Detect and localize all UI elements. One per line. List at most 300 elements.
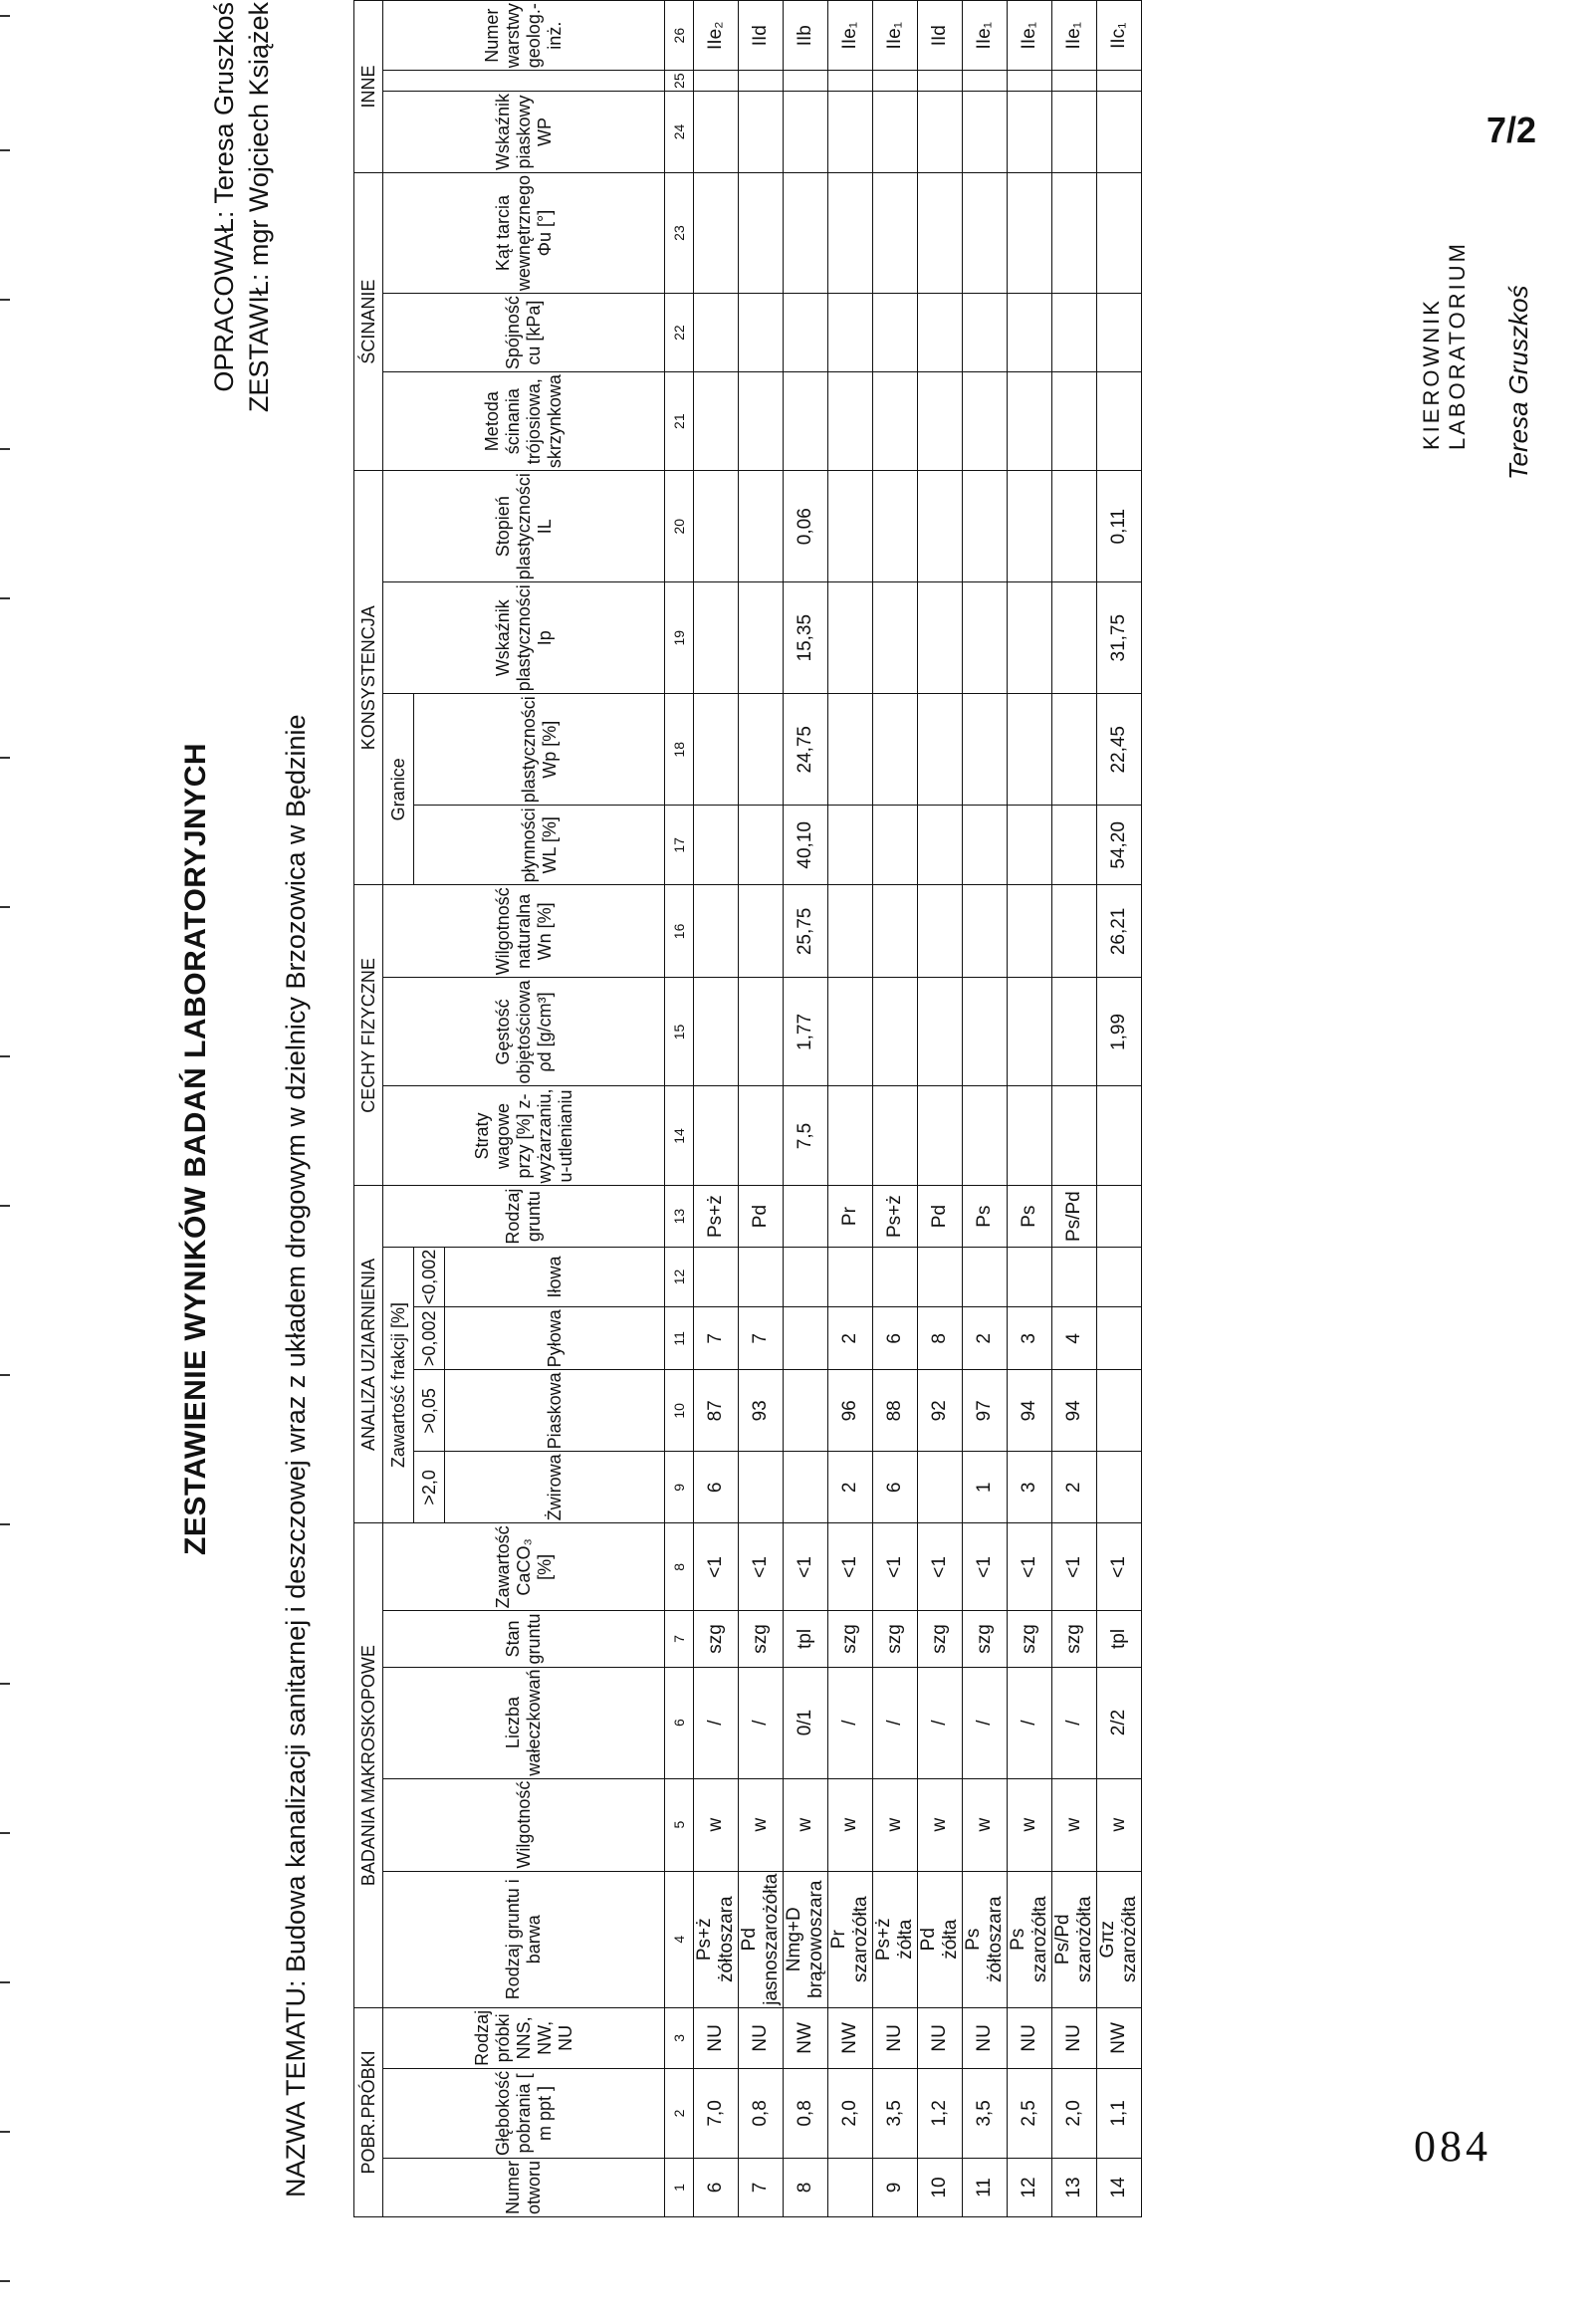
cell-soil-color [963, 1871, 1008, 2007]
cell-ip [873, 582, 918, 694]
cell-soil2 [784, 1186, 828, 1247]
cell-soil-code: Nmg+D [784, 1907, 804, 1972]
cell-hole: 13 [1052, 2158, 1097, 2216]
cell-density [739, 978, 784, 1086]
cell-gravel: 6 [873, 1452, 918, 1523]
table-row [828, 1, 873, 2217]
cell-wp_sand [1008, 92, 1052, 173]
cell-phi [918, 173, 963, 294]
cell-ip [828, 582, 873, 694]
cell-cu [1097, 294, 1142, 372]
cell-loss [739, 1086, 784, 1186]
stamp-role-line2: LABORATORIUM [1445, 241, 1470, 450]
cell-wp [739, 694, 784, 806]
cell-layer: IIe₁ [1008, 1, 1052, 71]
cell-soil2: Ps [1008, 1186, 1052, 1247]
cell-moisture: w [918, 1778, 963, 1871]
cell-hole: 12 [1008, 2158, 1052, 2216]
cell-wp_sand [963, 92, 1008, 173]
cell-state: tpl [1097, 1611, 1142, 1667]
cell-loss [1097, 1086, 1142, 1186]
stamp-role-line1: KIEROWNIK [1419, 298, 1444, 450]
cell-wn [873, 885, 918, 978]
cell-phi [1097, 173, 1142, 294]
cell-rolls: / [873, 1667, 918, 1778]
group-other: INNE [354, 1, 383, 173]
cell-layer: IId [918, 1, 963, 71]
cell-il [918, 471, 963, 582]
cell-soil-code: Ps [963, 1928, 984, 1951]
cell-caco3: <1 [918, 1523, 963, 1611]
column-number: 24 [665, 92, 694, 173]
table-row [918, 1, 963, 2217]
cell-soil-color [873, 1871, 918, 2007]
cell-hole: 6 [694, 2158, 739, 2216]
cell-shear [918, 372, 963, 471]
cell-loss [1008, 1086, 1052, 1186]
cell-ip: 31,75 [1097, 582, 1142, 694]
cell-gravel: 2 [828, 1452, 873, 1523]
col-loss: Straty wagowe przy [%] z-wyżarzaniu, u-utlenianiu [383, 1086, 665, 1186]
cell-depth: 7,0 [694, 2068, 739, 2158]
cell-soil-color [828, 1871, 873, 2007]
cell-layer: IIe₁ [1052, 1, 1097, 71]
cell-wp_sand [739, 92, 784, 173]
cell-caco3: <1 [1097, 1523, 1142, 1611]
cell-loss [828, 1086, 873, 1186]
cell-type: NU [1008, 2007, 1052, 2068]
cell-shear [784, 372, 828, 471]
cell-wl [918, 806, 963, 885]
table-row [739, 1, 784, 2217]
cell-wp [694, 694, 739, 806]
cell-rolls: / [1052, 1667, 1097, 1778]
cell-soil-colour-name: jasnoszarożółta [761, 1873, 782, 2005]
cell-caco3: <1 [1052, 1523, 1097, 1611]
cell-silt [784, 1307, 828, 1370]
cell-moisture: w [784, 1778, 828, 1871]
cell-soil-color [739, 1871, 784, 2007]
cell-silt: 2 [963, 1307, 1008, 1370]
cell-moisture: w [873, 1778, 918, 1871]
cell-silt: 8 [918, 1307, 963, 1370]
cell-soil-code: Gπz [1097, 1921, 1118, 1959]
cell-soil2: Pd [739, 1186, 784, 1247]
cell-soil-color [1008, 1871, 1052, 2007]
cell-c25 [1052, 71, 1097, 92]
cell-wl [1052, 806, 1097, 885]
cell-caco3: <1 [694, 1523, 739, 1611]
cell-phi [739, 173, 784, 294]
cell-gravel: 2 [1052, 1452, 1097, 1523]
cell-caco3: <1 [784, 1523, 828, 1611]
column-number: 22 [665, 294, 694, 372]
cell-rolls: / [828, 1667, 873, 1778]
cell-wp: 22,45 [1097, 694, 1142, 806]
table-row [1097, 1, 1142, 2217]
cell-soil-code: Ps+ż [694, 1918, 715, 1962]
group-macro: BADANIA MAKROSKOPOWE [354, 1523, 383, 2007]
col-state: Stan gruntu [383, 1611, 665, 1667]
column-number: 18 [665, 694, 694, 806]
cell-density [828, 978, 873, 1086]
cell-cu [739, 294, 784, 372]
cell-depth: 2,0 [828, 2068, 873, 2158]
cell-caco3: <1 [873, 1523, 918, 1611]
cell-soil2: Pd [918, 1186, 963, 1247]
cell-wn [1008, 885, 1052, 978]
cell-clay [694, 1247, 739, 1307]
col-phi: Kąt tarcia wewnętrznego Φu [°] [383, 173, 665, 294]
cell-wp [1052, 694, 1097, 806]
cell-c25 [918, 71, 963, 92]
cell-state: szg [828, 1611, 873, 1667]
group-grain: ANALIZA UZIARNIENIA [354, 1186, 383, 1523]
cell-soil-colour-name: żółtoszara [985, 1896, 1006, 1983]
cell-gravel: 1 [963, 1452, 1008, 1523]
cell-hole: 8 [784, 2158, 828, 2216]
cell-rolls: / [739, 1667, 784, 1778]
col-rolls: Liczba wałeczkowań [383, 1667, 665, 1778]
cell-clay [1008, 1247, 1052, 1307]
cell-depth: 3,5 [873, 2068, 918, 2158]
cell-state: szg [873, 1611, 918, 1667]
cell-ip [918, 582, 963, 694]
group-sampling: POBR.PRÓBKI [354, 2007, 383, 2216]
cell-soil2: Ps/Pd [1052, 1186, 1097, 1247]
cell-soil-colour-name: szarożółta [850, 1896, 871, 1983]
cell-silt: 6 [873, 1307, 918, 1370]
cell-phi [828, 173, 873, 294]
cell-soil-code: Ps+ż [873, 1918, 894, 1962]
size-sand: >0,05 [414, 1370, 445, 1452]
cell-wn [828, 885, 873, 978]
cell-clay [784, 1247, 828, 1307]
cell-hole: 7 [739, 2158, 784, 2216]
col-layer: Numer warstwy geolog.-inż. [383, 1, 665, 71]
cell-silt: 4 [1052, 1307, 1097, 1370]
cell-density [1052, 978, 1097, 1086]
cell-layer: IIb [784, 1, 828, 71]
col-il: Stopień plastyczności IL [383, 471, 665, 582]
cell-wp [828, 694, 873, 806]
signature: Teresa Gruszkoś [1503, 285, 1533, 480]
cell-type: NU [1052, 2007, 1097, 2068]
cell-caco3: <1 [828, 1523, 873, 1611]
cell-layer: IIe₁ [873, 1, 918, 71]
subheader-row [383, 1, 414, 2217]
cell-clay [1052, 1247, 1097, 1307]
cell-wn [1052, 885, 1097, 978]
cell-il: 0,11 [1097, 471, 1142, 582]
cell-state: tpl [784, 1611, 828, 1667]
cell-il [873, 471, 918, 582]
column-number: 17 [665, 806, 694, 885]
cell-phi [963, 173, 1008, 294]
stamp-role [1419, 241, 1471, 450]
col-sand-index: Wskaźnik piaskowy WP [383, 92, 665, 173]
cell-loss [1052, 1086, 1097, 1186]
cell-hole: 11 [963, 2158, 1008, 2216]
cell-state: szg [918, 1611, 963, 1667]
group-shear: ŚCINANIE [354, 173, 383, 471]
cell-type: NU [918, 2007, 963, 2068]
group-consistency: KONSYSTENCJA [354, 471, 383, 885]
cell-sand: 94 [1008, 1370, 1052, 1452]
cell-phi [694, 173, 739, 294]
cell-soil-colour-name: brązowoszara [805, 1880, 826, 1998]
cell-density [1008, 978, 1052, 1086]
column-number: 11 [665, 1307, 694, 1370]
cell-silt: 3 [1008, 1307, 1052, 1370]
cell-silt: 7 [739, 1307, 784, 1370]
cell-density [694, 978, 739, 1086]
cell-rolls: 2/2 [1097, 1667, 1142, 1778]
cell-state: szg [694, 1611, 739, 1667]
cell-state: szg [1008, 1611, 1052, 1667]
cell-c25 [828, 71, 873, 92]
cell-shear [1097, 372, 1142, 471]
cell-wl [963, 806, 1008, 885]
cell-gravel [918, 1452, 963, 1523]
cell-ip [739, 582, 784, 694]
cell-silt: 2 [828, 1307, 873, 1370]
limits-header: Granice [383, 694, 414, 885]
col-clay: Iłowa [445, 1247, 665, 1307]
cell-c25 [1097, 71, 1142, 92]
cell-moisture: w [1008, 1778, 1052, 1871]
column-number: 12 [665, 1247, 694, 1307]
cell-type: NW [1097, 2007, 1142, 2068]
cell-c25 [1008, 71, 1052, 92]
cell-sand: 87 [694, 1370, 739, 1452]
cell-caco3: <1 [739, 1523, 784, 1611]
cell-silt: 7 [694, 1307, 739, 1370]
cell-cu [1008, 294, 1052, 372]
cell-wp_sand [784, 92, 828, 173]
cell-phi [1008, 173, 1052, 294]
cell-loss [873, 1086, 918, 1186]
cell-moisture: w [739, 1778, 784, 1871]
cell-cu [784, 294, 828, 372]
cell-shear [963, 372, 1008, 471]
column-number: 13 [665, 1186, 694, 1247]
cell-sand: 96 [828, 1370, 873, 1452]
group-header-row [354, 1, 383, 2217]
table-row [1008, 1, 1052, 2217]
table-row [873, 1, 918, 2217]
cell-ip [1052, 582, 1097, 694]
cell-il [963, 471, 1008, 582]
column-number: 9 [665, 1452, 694, 1523]
cell-cu [873, 294, 918, 372]
cell-state: szg [963, 1611, 1008, 1667]
cell-soil-color [784, 1871, 828, 2007]
cell-il: 0,06 [784, 471, 828, 582]
cell-hole: 14 [1097, 2158, 1142, 2216]
col-sample-type: Rodzaj próbki NNS, NW, NU [383, 2007, 665, 2068]
cell-depth: 3,5 [963, 2068, 1008, 2158]
cell-layer: IId [739, 1, 784, 71]
size-clay: <0,002 [414, 1247, 445, 1307]
cell-wn [739, 885, 784, 978]
cell-soil-code: Ps/Pd [1052, 1914, 1073, 1965]
cell-soil2: Ps+ż [694, 1186, 739, 1247]
cell-density: 1,99 [1097, 978, 1142, 1086]
cell-state: szg [739, 1611, 784, 1667]
cell-soil-colour-name: szarożółta [1074, 1896, 1095, 1983]
col-wn: Wilgotność naturalna Wn [%] [383, 885, 665, 978]
cell-wp_sand [918, 92, 963, 173]
cell-loss [918, 1086, 963, 1186]
cell-clay [918, 1247, 963, 1307]
cell-ip [1008, 582, 1052, 694]
cell-soil2 [1097, 1186, 1142, 1247]
cell-rolls: 0/1 [784, 1667, 828, 1778]
size-silt: >0,002 [414, 1307, 445, 1370]
cell-wl [739, 806, 784, 885]
cell-rolls: / [918, 1667, 963, 1778]
column-number: 10 [665, 1370, 694, 1452]
cell-layer: IIe₂ [694, 1, 739, 71]
cell-wl [828, 806, 873, 885]
data-rows [694, 1, 1142, 2217]
cell-soil-colour-name: szarożółta [1029, 1896, 1050, 1983]
cell-depth: 0,8 [784, 2068, 828, 2158]
cell-caco3: <1 [963, 1523, 1008, 1611]
cell-type: NW [784, 2007, 828, 2068]
cell-soil-color [1052, 1871, 1097, 2007]
col-ip: Wskaźnik plastyczności Ip [383, 582, 665, 694]
cell-hole [828, 2158, 873, 2216]
cell-cu [828, 294, 873, 372]
cell-wn: 25,75 [784, 885, 828, 978]
cell-loss [963, 1086, 1008, 1186]
cell-wl: 54,20 [1097, 806, 1142, 885]
cell-depth: 1,1 [1097, 2068, 1142, 2158]
cell-il [739, 471, 784, 582]
col-shear-method: Metoda ścinania trójosiowa, skrzynkowa [383, 372, 665, 471]
cell-moisture: w [963, 1778, 1008, 1871]
cell-wp [1008, 694, 1052, 806]
column-number: 4 [665, 1871, 694, 2007]
cell-cu [918, 294, 963, 372]
col-silt: Pyłowa [445, 1307, 665, 1370]
cell-moisture: w [694, 1778, 739, 1871]
cell-layer: IIe₁ [828, 1, 873, 71]
cell-wn [918, 885, 963, 978]
cell-type: NU [963, 2007, 1008, 2068]
cell-loss [694, 1086, 739, 1186]
cell-c25 [873, 71, 918, 92]
cell-layer: IIe₁ [963, 1, 1008, 71]
col-cu: Spójność cu [kPa] [383, 294, 665, 372]
cell-moisture: w [828, 1778, 873, 1871]
cell-density [963, 978, 1008, 1086]
cell-caco3: <1 [1008, 1523, 1052, 1611]
cell-gravel [784, 1452, 828, 1523]
cell-wn [963, 885, 1008, 978]
cell-gravel: 3 [1008, 1452, 1052, 1523]
cell-il [694, 471, 739, 582]
cell-sand: 88 [873, 1370, 918, 1452]
cell-wp [918, 694, 963, 806]
document-title: ZESTAWIENIE WYNIKÓW BADAŃ LABORATORYJNYCH [179, 742, 212, 1555]
col-gravel: Żwirowa [445, 1452, 665, 1523]
cell-soil-colour-name: żółta [940, 1919, 961, 1960]
cell-soil2: Ps [963, 1186, 1008, 1247]
column-number: 20 [665, 471, 694, 582]
cell-wp_sand [694, 92, 739, 173]
cell-soil-color [694, 1871, 739, 2007]
cell-c25 [739, 71, 784, 92]
col-25 [383, 71, 665, 92]
column-number: 23 [665, 173, 694, 294]
column-number: 26 [665, 1, 694, 71]
cell-hole: 10 [918, 2158, 963, 2216]
column-number: 6 [665, 1667, 694, 1778]
cell-layer: IIc₁ [1097, 1, 1142, 71]
cell-phi [873, 173, 918, 294]
prepared-by: OPRACOWAŁ: Teresa Gruszkoś [209, 2, 239, 392]
cell-shear [1008, 372, 1052, 471]
column-number: 3 [665, 2007, 694, 2068]
cell-wn [694, 885, 739, 978]
cell-wp_sand [1097, 92, 1142, 173]
cell-sand [1097, 1370, 1142, 1452]
cell-rolls: / [963, 1667, 1008, 1778]
cell-shear [828, 372, 873, 471]
cell-wn: 26,21 [1097, 885, 1142, 978]
cell-soil2: Pr [828, 1186, 873, 1247]
cell-depth: 2,0 [1052, 2068, 1097, 2158]
cell-ip [963, 582, 1008, 694]
cell-sand: 97 [963, 1370, 1008, 1452]
cell-clay [739, 1247, 784, 1307]
topic-line: NAZWA TEMATU: Budowa kanalizacji sanitarnej i deszczowej wraz z układem drogowym w dzielnicy Brzozowica w Będzinie [281, 714, 311, 2197]
cell-shear [739, 372, 784, 471]
cell-wl: 40,10 [784, 806, 828, 885]
cell-c25 [784, 71, 828, 92]
cell-density [918, 978, 963, 1086]
cell-ip [694, 582, 739, 694]
column-number: 2 [665, 2068, 694, 2158]
cell-depth: 1,2 [918, 2068, 963, 2158]
col-wp: plastyczności Wp [%] [414, 694, 665, 806]
cell-wl [873, 806, 918, 885]
cell-soil-code: Pd [918, 1928, 939, 1952]
cell-soil-colour-name: szarożółta [1119, 1896, 1140, 1983]
col-wl: płynności WL [%] [414, 806, 665, 885]
cell-clay [873, 1247, 918, 1307]
cell-gravel: 6 [694, 1452, 739, 1523]
cell-sand: 93 [739, 1370, 784, 1452]
cell-wp [873, 694, 918, 806]
cell-soil-colour-name: żółtoszara [716, 1896, 737, 1983]
col-soil-type: Rodzaj gruntu [383, 1186, 665, 1247]
col-moisture: Wilgotność [383, 1778, 665, 1871]
cell-wp: 24,75 [784, 694, 828, 806]
cell-clay [1097, 1247, 1142, 1307]
cell-phi [784, 173, 828, 294]
col-soil-color: Rodzaj gruntu i barwa [383, 1871, 665, 2007]
column-number: 19 [665, 582, 694, 694]
cell-sand [784, 1370, 828, 1452]
cell-shear [1052, 372, 1097, 471]
table-row [963, 1, 1008, 2217]
table-row [694, 1, 739, 2217]
cell-shear [873, 372, 918, 471]
